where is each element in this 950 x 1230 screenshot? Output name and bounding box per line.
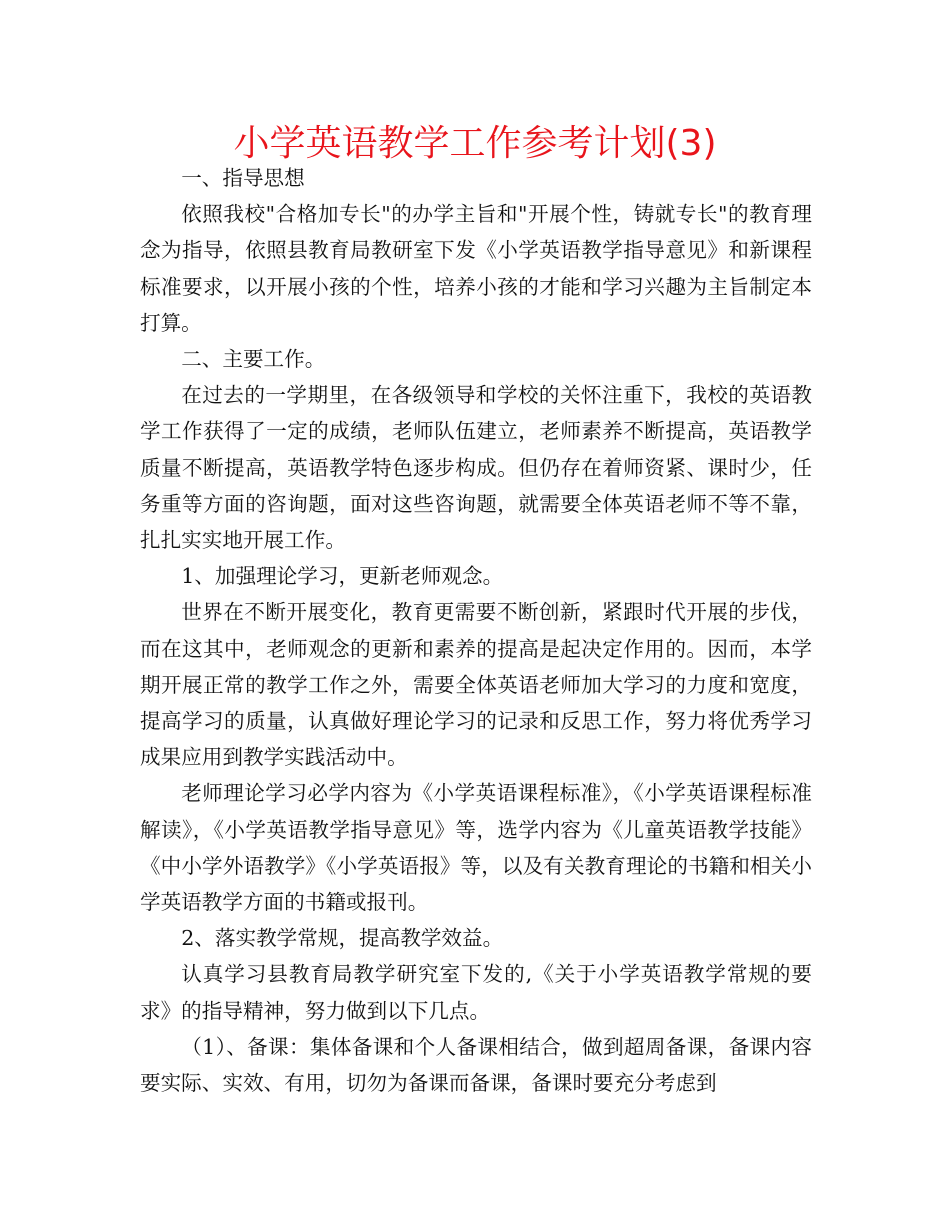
section-heading-guiding-ideology: 一、指导思想	[181, 166, 305, 190]
paragraph: 世界在不断开展变化，教育更需要不断创新，紧跟时代开展的步伐，而在这其中，老师观念的更新和素养的提高是起决定作用的。因而，本学期开展正常的教学工作之外，需要全体英语老师加大学习的力度和宽度，提高学习的质量，认真做好理论学习的记录和反思工作，努力将优秀学习成果应用到教学实践活动中。	[140, 600, 812, 770]
subheading-theory-study: 1、加强理论学习，更新老师观念。	[181, 564, 504, 589]
paragraph: 认真学习县教育局教学研究室下发的,《关于小学英语教学常规的要求》的指导精神，努力做到以下几点。	[140, 962, 812, 1023]
paragraph: 依照我校"合格加专长"的办学主旨和"开展个性，铸就专长"的教育理念为指导，依照县教育局教研室下发《小学英语教学指导意见》和新课程标准要求，以开展小孩的个性，培养小孩的才能和学习兴趣为主旨制定本打算。	[140, 202, 812, 335]
document-body	[140, 160, 812, 1101]
document-title: 小学英语教学工作参考计划(3)	[233, 123, 717, 164]
section-heading-main-work: 二、主要工作。	[181, 347, 326, 372]
subheading-teaching-routine: 2、落实教学常规，提高教学效益。	[181, 926, 504, 951]
paragraph: 在过去的一学期里，在各级领导和学校的关怀注重下，我校的英语教学工作获得了一定的成绩，老师队伍建立，老师素养不断提高，英语教学质量不断提高，英语教学特色逐步构成。但仍存在着师资紧、课时少，任务重等方面的咨询题，面对这些咨询题，就需要全体英语老师不等不靠，扎扎实实地开展工作。	[140, 383, 812, 553]
paragraph: 老师理论学习必学内容为《小学英语课程标准》，《小学英语课程标准解读》，《小学英语教学指导意见》等，选学内容为《儿童英语教学技能》《中小学外语教学》《小学英语报》等，以及有关教育理论的书籍和相关小学英语教学方面的书籍或报刊。	[140, 781, 812, 915]
paragraph-lesson-preparation: （1）、备课：集体备课和个人备课相结合，做到超周备课，备课内容要实际、实效、有用，切勿为备课而备课，备课时要充分考虑到	[140, 1034, 812, 1096]
